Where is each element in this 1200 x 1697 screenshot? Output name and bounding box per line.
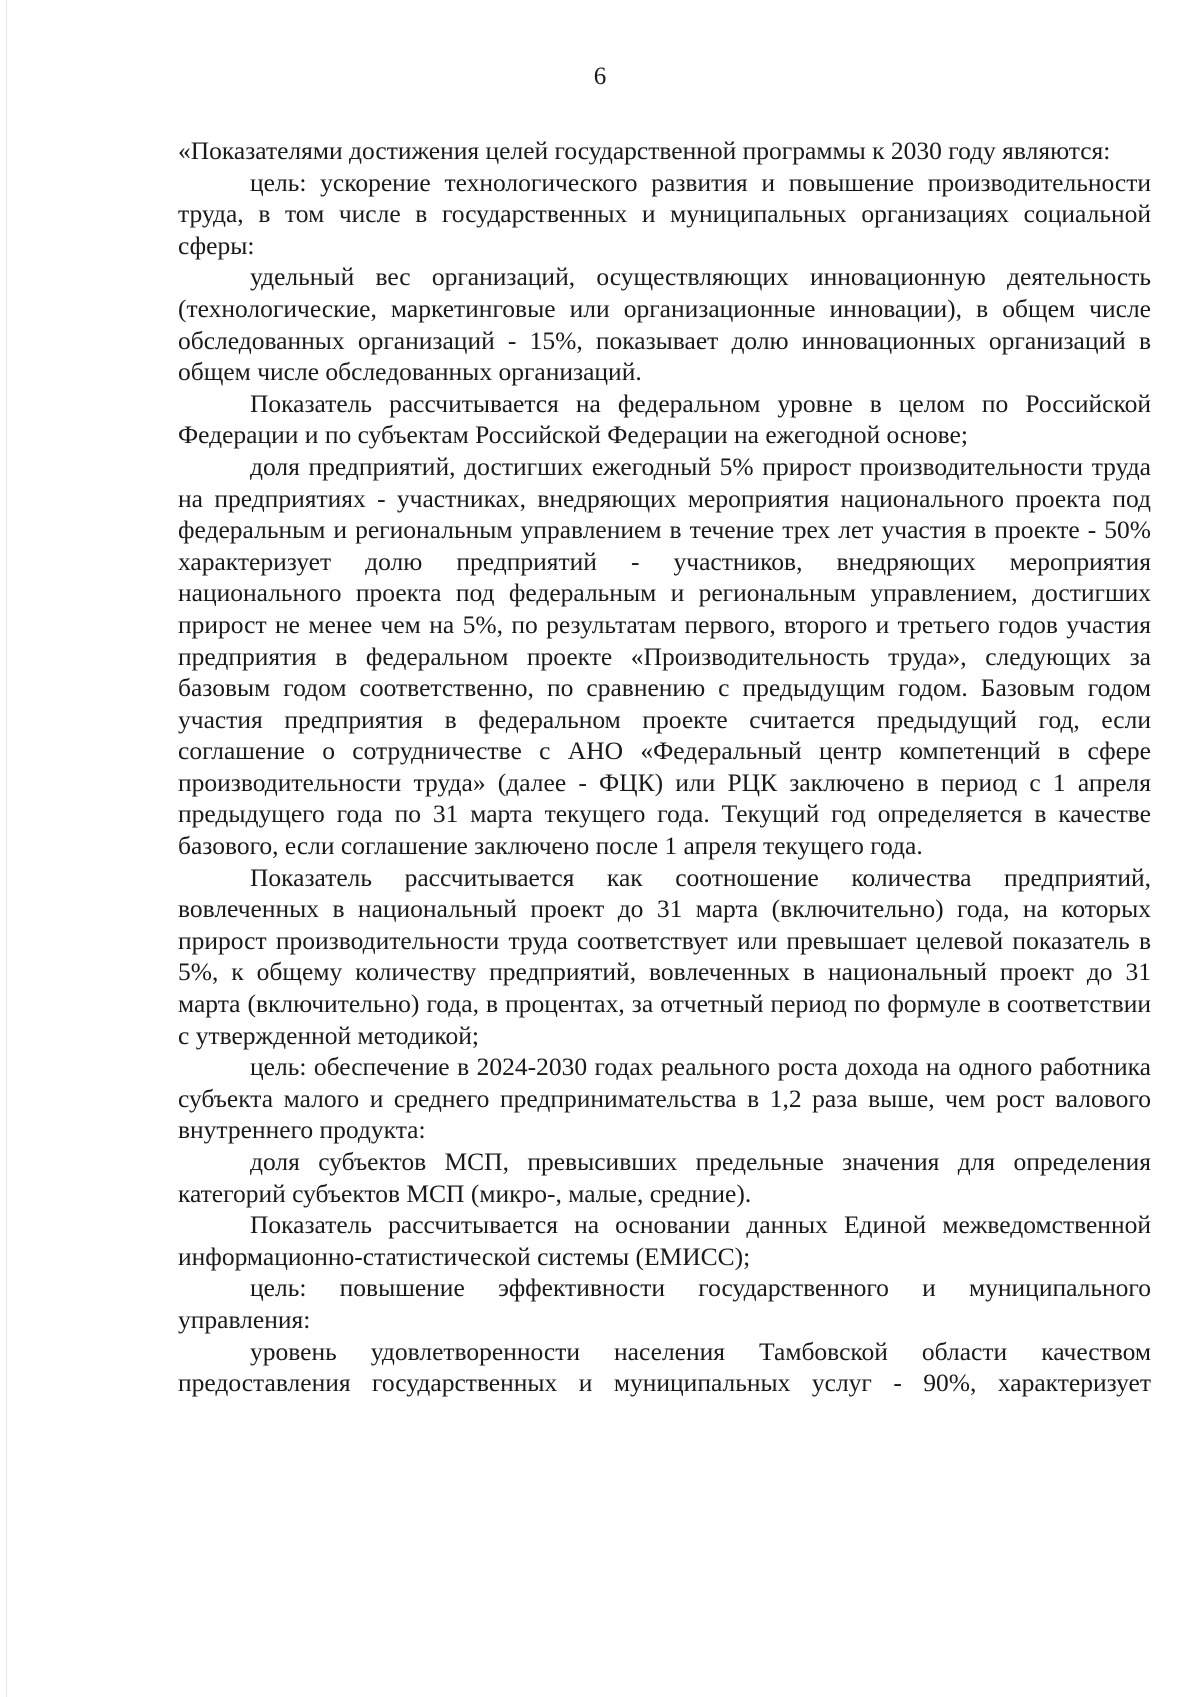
paragraph-1: «Показателями достижения целей государственной программы к 2030 году являются: [178, 136, 1111, 165]
paragraph-9: Показатель рассчитывается на основании данных Единой межведомственной информационно-статистической системы (ЕМИСС); [178, 1210, 1151, 1271]
paragraph-7: цель: обеспечение в 2024-2030 годах реального роста дохода на одного работника субъекта малого и среднего предпринимательства в 1,2 раза выше, чем рост валового внутреннего продукта: [178, 1052, 1151, 1145]
paragraph-11: уровень удовлетворенности населения Тамбовской области качеством предоставления государственных и муниципальных услуг - 90%, характеризует [178, 1336, 1151, 1398]
paragraph-10: цель: повышение эффективности государственного и муниципального управления: [178, 1273, 1151, 1334]
document-body [178, 135, 1151, 1399]
paragraph-4: Показатель рассчитывается на федеральном уровне в целом по Российской Федерации и по субъектам Российской Федерации на ежегодной основе; [178, 388, 1151, 450]
scan-edge [6, 0, 7, 1697]
page-number: 6 [593, 63, 607, 90]
paragraph-8: доля субъектов МСП, превысивших предельные значения для определения категорий субъектов МСП (микро-, малые, средние). [178, 1147, 1151, 1208]
paragraph-6: Показатель рассчитывается как соотношение количества предприятий, вовлеченных в национальный проект до 31 марта (включительно) года, на которых прирост производительности труда соответствует или превышает целевой показатель в 5%, к общему количеству предприятий, вовлеченных в национальный проект до 31 марта (включительно) года, в процентах, за отчетный период по формуле в соответствии с утвержденной методикой; [178, 862, 1151, 1050]
paragraph-3: удельный вес организаций, осуществляющих инновационную деятельность (технологические, маркетинговые или организационные инновации), в общем числе обследованных организаций - 15%, показывает долю инновационных организаций в общем числе обследованных организаций. [178, 262, 1151, 387]
paragraph-5: доля предприятий, достигших ежегодный 5% прирост производительности труда на предприятиях - участниках, внедряющих мероприятия национального проекта под федеральным и региональным управлением в течение трех лет участия в проекте - 50% характеризует долю предприятий - участников, внедряющих мероприятия национального проекта под федеральным и региональным управлением, достигших прирост не менее чем на 5%, по результатам первого, второго и третьего годов участия предприятия в федеральном проекте «Производительность труда», следующих за базовым годом соответственно, по сравнению с предыдущим годом. Базовым годом участия предприятия в федеральном проекте считается предыдущий год, если соглашение о сотрудничестве с АНО «Федеральный центр компетенций в сфере производительности труда» (далее - ФЦК) или РЦК заключено в период с 1 апреля предыдущего года по 31 марта текущего года. Текущий год определяется в качестве базового, если соглашение заключено после 1 апреля текущего года. [178, 451, 1151, 861]
paragraph-2: цель: ускорение технологического развития и повышение производительности труда, в том числе в государственных и муниципальных организациях социальной сферы: [178, 167, 1151, 260]
